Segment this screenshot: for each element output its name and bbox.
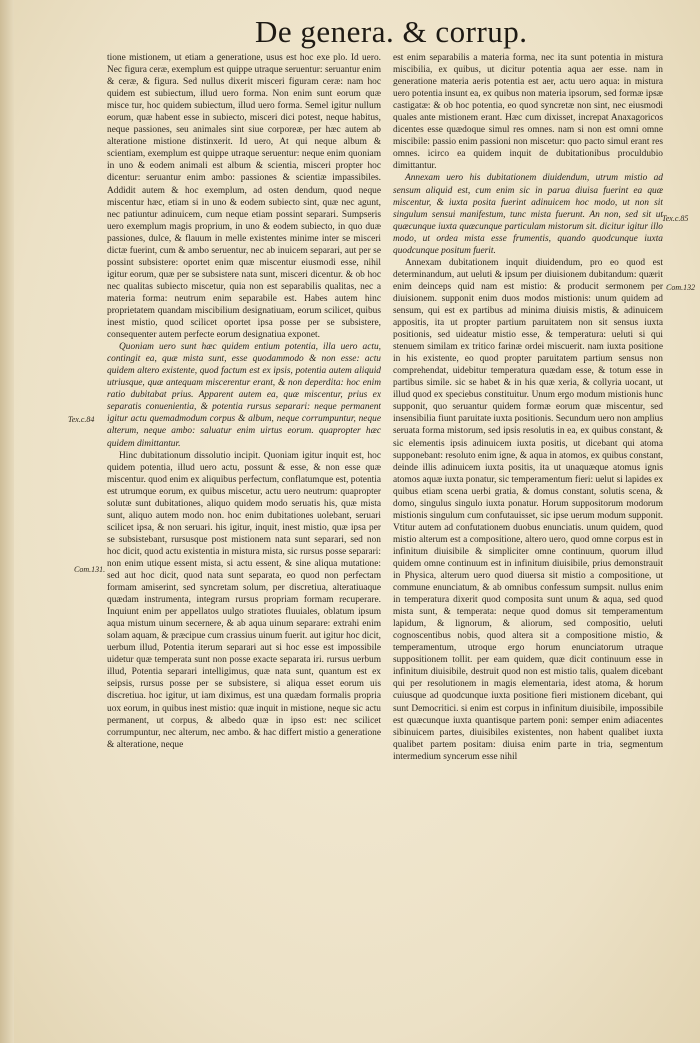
right-aristotle-passage: Annexam uero his dubitationem diuidendum, utrum mistio ad sensum aliquid est, cum enim sic in parua diuisa fuerint ea quæ miscentur, & iuxta posita fuerint adinuicem hoc modo, ut non sit singulum sensui manifestum, tunc mista fuerunt. An non, sed sit ut quæcunque iuxta quæcunque particulam mistorum sit. dicitur igitur illo modo, ut ordea mista esse frumentis, quando quodcunque iuxta quodcunque positum fuerit. (393, 173, 663, 256)
running-header: De genera. & corrup. (255, 14, 528, 49)
left-commentary-paragraph: Hinc dubitationum dissolutio incipit. Quoniam igitur inquit est, hoc quidem potentia, illud uero actu, possunt & esse, & non esse quæ miscentur. quod enim ex aliquibus perfectum, conflatumque est, potentia est utrumque eorum, ex quibus miscetur, actu uero neutrum: quapropter solutæ sunt dubitationes, aliquo quidem modo seruatis his, quæ mista sunt, aliquo autem modo non. hoc enim dubitationes uolebant, seruari scilicet ipsa, & non seruari. his igitur, inquit, inest mistio, quæ ipsa per se subsistebant, rursusque post mistionem nata sunt separari, sed non hoc dicit, quod actu existentia in mistura mista, sic rursus posse separari: non enim utique essent mista, si actu essent, & sine aliqua mutatione: sed aut hoc dicit, quod nata sunt separata, eo quod non perfectam formam amiserint, sed syncretam solum, per discretiua, alteratiuaque quædam instrumenta, integram rursus propriam formam recuperare. Inquiunt enim per appellatos uulgo stratiotes fluuiales, oblatum ipsum aqua mistum uinum secernere, & ab aqua uinum separare: extrahi enim solam aquam, & præcipue cum crassius uinum fuerit. aut igitur hoc dicit, uerbum illud, Potentia iterum separari aut si hoc esse est impossibile uidetur quæ temperata sunt non posse exacte separata iri. rursus uerbum illud, Potentia separari intelligimus, quæ nata sunt, quantum est ex seipsis, rursus posse per se subsistere, si aliqua esset eorum uis discretiua. hoc igitur, ut iam diximus, est una quædam formalis propria uox eorum, in quibus inest mistio: quæ inquit in mistione, neque sic actu permanent, ut corpus, & albedo quæ in ipso est: nec scilicet corrumpuntur, nec alterum, nec ambo. & hac differt mistio a generatione & alteratione, neque (107, 450, 381, 750)
margin-note-tex-85: Tex.c.85 (662, 214, 689, 223)
right-paragraph-1: est enim separabilis a materia forma, nec ita sunt potentia in mistura miscibilia, ex quibus, ut dicitur potentia aqua aer esse. nam in generatione materia aeris potentia est aer, actu uero aqua: in mistura uero potentia insunt ea, ex quibus non materia ipsorum, sed formæ ipsæ castigatæ: & ob hoc potentia, eo quod syncretæ non sint, nec eiusmodi quales ante mistionem erant. Hæc cum dixisset, increpat Anaxagoricos dicentes esse quædoque simul res omnes. nam si non est omni omne miscibile: passio enim passioni non miscetur: quo pacto simul erant res omnes. icirco ea quidem inquit de dubitationibus proculdubio dimittantur. (393, 53, 663, 172)
margin-note-tex-84: Tex.c.84 (68, 415, 95, 424)
left-text-column (107, 52, 381, 924)
left-aristotle-passage: Quoniam uero sunt hæc quidem entium potentia, illa uero actu, contingit ea, quæ mista sunt, esse quodammodo & non esse: actu quidem altero existente, quod factum est ex ipsis, potentia autem aliquid utriusque, quæ antequam miscerentur erant, & non deperdita: hoc enim ratio dubitabat prius. Apparent autem ea, quæ miscentur, prius ex separatis conuenientia, & potentia rursus separari: neque permanent igitur actu quemadmodum corpus & album, neque corrumpuntur, neque alterum, neque ambo: saluatur enim uirtus eorum. quapropter hæc quidem dimittantur. (107, 342, 381, 449)
right-commentary-paragraph: Annexam dubitationem inquit diuidendum, pro eo quod est determinandum, aut ueluti & ipsum per diuisionem dubitandum: quærit enim deinceps quid nam est mistio: & producit sermonem per diuisionem. supponit enim duos modos mistionis: unum quidem ad sensum, qui est ex partibus ad minima diuisis mistis, & adinuicem appositis, ita ut propter partium paruitatem non sit sensus iuxta positionis, sed uideatur mistio esse, & temperatura: ueluti si qui stenuem similam ex tritico farinæ ordei miscuerit. nam iuxta positione in his existente, eo quod propter paruitatem partium sensus non comprehendat, uidebitur temperatura quædam esse, & totum esse in partibus simile. sic se habet & in his quæ xeria, & collyria uocant, ut illud quod ex speciebus constituitur. Unum ergo modum mistionis hunc supponit, quo seruantur quidem formæ eorum quæ miscentur, sed insensibilia fiunt paruitate iuxta positionis. Secundum uero non amplius seruata forma mistorum, sed ipsis resolutis in ea, ex quibus constant, & sic elementis ipsis adinuicem iuxta positis, ut dicebant qui atoma supponebant: resoluto enim igne, & aqua in atomos, ex quibus constant, deinde illis adinuicem iuxta positis, ita ut unaquæque atomus ignis atomos aquæ iuxta ponatur, sic temperamentum fieri: uelut si lapides ex quibus etiam scena uerbi gratia, & domus constant, solutis scena, & domo, singulus singulo iuxta ponatur. Horum suppositorum modorum mistionis singulum cum confutauisset, sic ipse uerum modum supponit. Vtitur autem ad confutationem duobus enunciatis. unum quidem, quod mistio alterum est a compositione, altero uero, quod omne corpus est in infinitum diuisibile & simpliciter omne continuum, quorum illud quidem omne continuum est in infinitum diuisibile, prius demonstrauit in Physica, alterum uero quod diuersa sit mistio a compositione, ut commune enunciatum, & ab omnibus confessum sumpsit. nullus enim in temperatura dixerit quod composita sunt unum & aqua, sed quod mista sunt, & temperata: neque quod domus sit temperamentum lapidum, & lignorum, & aliorum, sed compositio, ueluti cognoscentibus nobis, quod altera sit a compositione mistio, & temperamentum, utroque ergo horum enunciatorum utraque suppositionem tollit. per eam quidem, quæ dicit continuum esse in infinitum diuisibile, destruit quod non est mistio talis, qualem dicebant qui per resolutionem in magis elementaria, idest atoma, & horum cuiusque ad quodcunque iuxta positione fieri mistionem dicebant, qui sunt Democritici. si enim est corpus in infinitum diuisibile, impossibile est quæcunque iuxta quantisque partem poni: semper enim adiacentes sibinuicem partes, diuisibiles existentes, non habent qualibet iuxta qualibet partem positam: diuisa enim parte in tria, segmentum intermedium syncerum esse nihil (393, 257, 663, 762)
right-text-column (393, 52, 663, 934)
margin-note-com-132: Com.132 (666, 283, 696, 292)
left-paragraph-1: tione mistionem, ut etiam a generatione, usus est hoc exe plo. Id uero. Nec figura ceræ, exemplum est quippe utraque seruentur: seruantur enim & ceræ, & figura. Sed nullus dixerit misceri figuram ceræ: nam hoc quidem est subiectum, illud uero forma. Non enim sunt eorum quæ misce tur, hoc quidem subiectum, illud uero forma. Semel igitur nullum eorum, quæ habent esse in subiecto, misceri dici potest, neque habitus, neque passiones, seu animales sint siue corporeæ, per hæc autem ab alteratione mistione distinxerit. Id uero, At qui neque album & scientiam, exemplum est quippe utraque seruentur: neque enim quoniam in uno & eodem animali est album & scientia, misceri propter hoc dicentur: seruantur enim ambo: passiones & scientiæ impassibiles. Addidit autem & hoc exemplum, ad osten dendum, quod neque miscentur hæc, etiam si in uno & eodem subiecto sint, quæ nec agunt, nec patiuntur adinuicem, cum neque etiam possint separari. Sumpseris uero exemplum magis proprium, in uno & eodem subiecto, in quo duæ passiones, dulce, & flauum in melle existentes minime inter se misceri dictæ fuerint, cum & ambo seruentur, nec ab inuicem separari, aut per se possint subsistere: oportet enim quæ miscentur eiusmodi esse, nihil igitur eorum, quæ per se subsistere nata sunt, misceri dicentur. & ob hoc nec qualitas subiecto miscetur, quia non est separabilis qualitas, nec a materia forma: neutrum enim separabile est. Habes autem hinc proprietatem quandam miscibilium designatiuam, eorum scilicet, quibus inest mistio, quod scilicet oportet ipsa posse per se subsistere, consequenter autem perfecte eorum designatiua exponet. (107, 53, 381, 341)
page-gutter-shadow (0, 0, 14, 1043)
margin-note-com-131: Com.131. (74, 565, 106, 574)
